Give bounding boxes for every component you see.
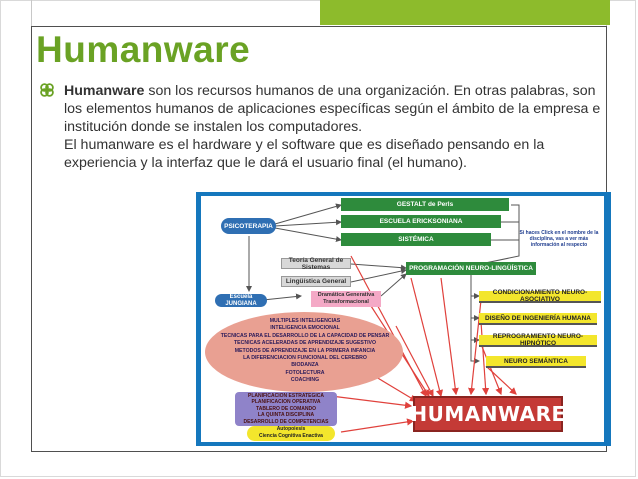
oval-line-2: TECNICAS PARA EL DESARROLLO DE LA CAPACIDAD DE PENSAR xyxy=(220,332,390,339)
box-dramatica[interactable]: Dramática Generativa Transformacional xyxy=(311,291,381,307)
oval-line-6: BIODANZA xyxy=(291,362,319,369)
oval-line-4: METODOS DE APRENDIZAJE EN LA PRIMERA INFANCIA xyxy=(234,347,376,354)
planificacion-line-0: PLANIFICACION ESTRATEGICA xyxy=(247,393,325,399)
diagram-canvas xyxy=(201,196,604,442)
accent-block xyxy=(320,0,610,25)
box-jungiana[interactable]: Escuela JUNGIANA xyxy=(215,294,267,307)
planificacion-line-4: DESARROLLO DE COMPETENCIAS xyxy=(243,418,329,425)
oval-text-list xyxy=(215,318,395,385)
autopoiesis-line-1: Autopoiesis xyxy=(276,426,306,432)
bullet-text-part-1: son los recursos humanos de una organización. En otras palabras, son los elementos humanos de aplicaciones específicas según el ámbito de la empresa e institución donde se instalen los computadores. xyxy=(64,83,601,135)
oval-line-5: LA DIFERENCIACION FUNCIONAL DEL CEREBRO xyxy=(243,355,367,362)
oval-line-3: TECNICAS ACELERADAS DE APRENDIZAJE SUGESTIVO xyxy=(234,340,376,347)
box-teoria-sistemas[interactable]: Teoría General de Sistemas xyxy=(281,258,351,269)
box-neuro-semantica[interactable]: NEURO SEMÁNTICA xyxy=(486,356,586,368)
bullet-text-part-2: El humanware es el hardware y el software que es diseñado pensando en la experiencia y la interfaz que le dará el usuario final (el humano). xyxy=(64,137,545,171)
bullet-text xyxy=(64,82,604,172)
planificacion-line-1: PLANIFICACION OPERATIVA xyxy=(251,399,321,406)
box-reprogramiento[interactable]: REPROGRAMIENTO NEURO-HIPNÓTICO xyxy=(479,335,597,347)
humanware-label: HUMANWARE xyxy=(410,402,566,426)
oval-line-7: FOTOLECTURA xyxy=(285,369,325,376)
humanware-label-box xyxy=(410,396,566,432)
planificacion-line-2: TABLERO DE COMANDO xyxy=(256,405,316,412)
planificacion-line-3: LA QUINTA DISCIPLINA xyxy=(257,412,315,419)
oval-line-8: COACHING xyxy=(290,377,320,384)
bullet-icon xyxy=(40,83,54,97)
box-condicionamiento[interactable]: CONDICIONAMIENTO NEURO-ASOCIATIVO xyxy=(479,291,601,303)
planificacion-text-list xyxy=(235,393,337,425)
oval-line-1: INTELIGENCIA EMOCIONAL xyxy=(270,325,340,332)
box-sistemica[interactable]: SISTÉMICA xyxy=(341,233,491,246)
box-gestalt[interactable]: GESTALT de Perls xyxy=(341,198,509,211)
bullet-bold-term: Humanware xyxy=(64,83,145,99)
diagram-note: Si haces Click en el nombre de la disciplina, vas a ver más información al respecto xyxy=(519,230,599,248)
autopoiesis-line-2: Ciencia Cognitiva Enactiva xyxy=(259,433,323,439)
box-psicoterapia[interactable]: PSICOTERAPIA xyxy=(221,218,276,234)
humanware-diagram xyxy=(196,192,611,446)
box-pnl[interactable]: PROGRAMACIÓN NEURO-LINGÜÍSTICA xyxy=(406,262,536,275)
box-ingenieria-humana[interactable]: DISEÑO DE INGENIERÍA HUMANA xyxy=(479,313,597,325)
slide-title: Humanware xyxy=(36,29,251,70)
box-linguistica[interactable]: Lingüística General xyxy=(281,276,351,287)
oval-line-0: MULTIPLES INTELIGENCIAS xyxy=(269,318,341,324)
box-erickson[interactable]: ESCUELA ERICKSONIANA xyxy=(341,215,501,228)
